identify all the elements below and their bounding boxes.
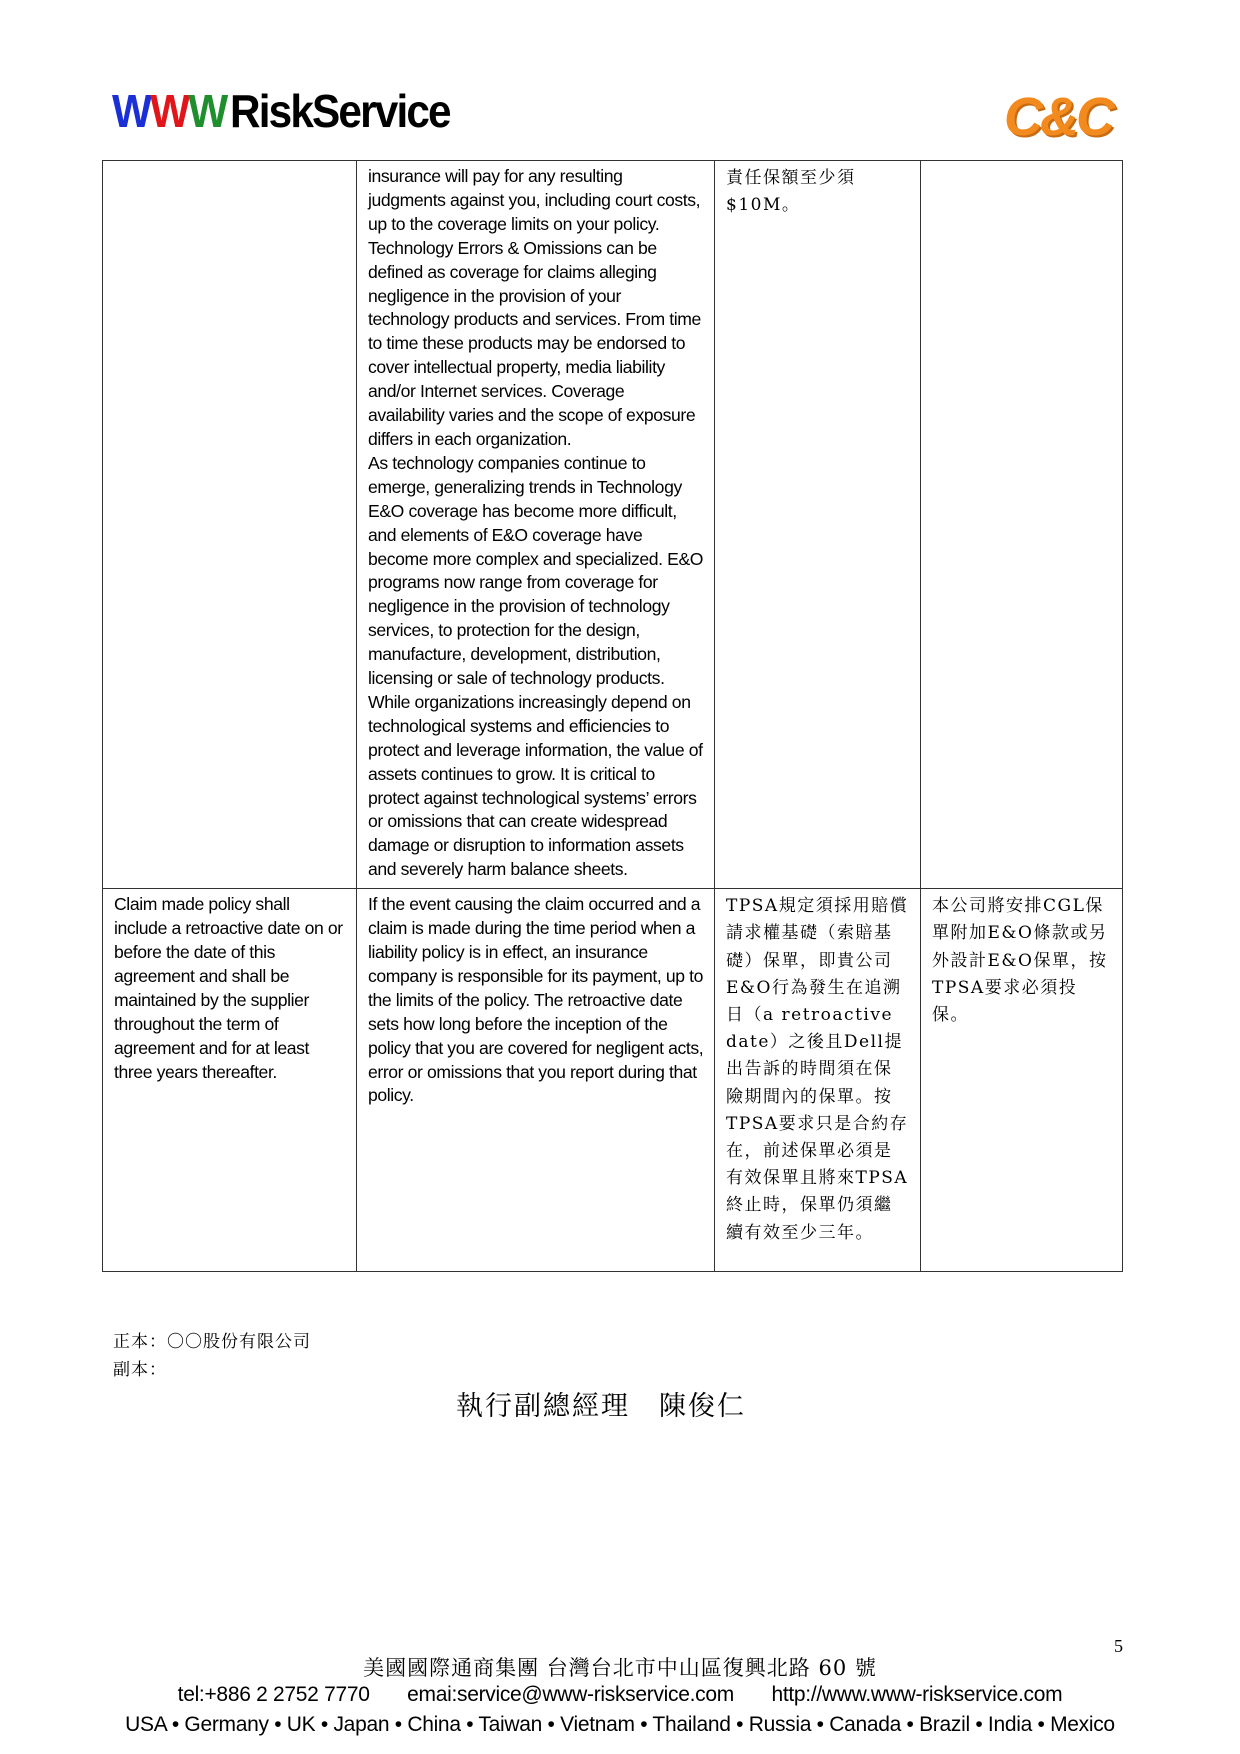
footer-contact	[0, 1683, 1240, 1707]
cc-list	[113, 1328, 311, 1384]
footer-address: 美國國際通商集團 台灣台北市中山區復興北路 60 號	[363, 1656, 877, 1680]
cc-original: 正本：〇〇股份有限公司	[113, 1332, 311, 1352]
table-cell-explanation	[357, 889, 715, 1272]
table-row	[103, 889, 1123, 1272]
cc-copy: 副本：	[113, 1360, 167, 1380]
table-cell-response	[921, 889, 1123, 1272]
logo-text: RiskService	[230, 85, 450, 137]
footer-countries: USA • Germany • UK • Japan • China • Taiwan • Vietnam • Thailand • Russia • Canada • Brazil • India • Mexico	[125, 1713, 1115, 1736]
logo-letter-w1: W	[112, 85, 151, 137]
cell-text: 本公司將安排CGL保單附加E&O條款或另外設計E&O保單，按TPSA要求必須投保。	[932, 896, 1108, 1025]
table-cell-response	[921, 161, 1123, 889]
page-number: 5	[1114, 1636, 1123, 1656]
table-cell-requirement	[103, 889, 357, 1272]
logo-letter-w3: W	[188, 85, 227, 137]
footer-email[interactable]: emai:service@www-riskservice.com	[407, 1683, 734, 1706]
logo-letter-w2: W	[150, 85, 189, 137]
table-cell-requirement	[103, 161, 357, 889]
riskservice-logo	[112, 85, 450, 137]
table-cell-analysis	[715, 161, 921, 889]
requirements-table	[102, 160, 1123, 1272]
cell-text: TPSA規定須採用賠償請求權基礎（索賠基礎）保單，即貴公司E&O行為發生在追溯日（a retroactive date）之後且Dell提出告訴的時間須在保險期間內的保單。按TPSA要求只是合約存在，前述保單必須是有效保單且將來TPSA終止時，保單仍須繼續有效至少三年。	[726, 896, 909, 1243]
signature: 執行副總經理 陳俊仁	[456, 1391, 746, 1422]
footer-website[interactable]: http://www.www-riskservice.com	[771, 1683, 1063, 1706]
cell-text: Claim made policy shall include a retroactive date on or before the date of this agreement and shall be maintained by the supplier throughout the term of agreement and for at least three years thereafter.	[114, 894, 343, 1082]
cell-text: 責任保額至少須 $10M。	[726, 168, 856, 216]
cc-logo: C&C	[1004, 87, 1112, 147]
cell-text: If the event causing the claim occurred and a claim is made during the time period when a liability policy is in effect, an insurance company is responsible for its payment, up to the limits of the policy. The retroactive date sets how long before the inception of the policy that you are covered for negligent acts, error or omissions that you report during that policy.	[368, 894, 704, 1106]
footer-tel: tel:+886 2 2752 7770	[177, 1683, 370, 1706]
table-cell-analysis	[715, 889, 921, 1272]
table-cell-explanation	[357, 161, 715, 889]
cell-text: insurance will pay for any resulting judgments against you, including court costs, up to the coverage limits on your policy. Technology Errors & Omissions can be defined as coverage for claims alleging negligence in the provision of your technology products and services. From time to time these products may be endorsed to cover intellectual property, media liability and/or Internet services. Coverage availability varies and the scope of exposure differs in each organization. As technology companies continue to emerge, generalizing trends in Technology E&O coverage has become more difficult, and elements of E&O coverage have become more complex and specialized. E&O programs now range from coverage for negligence in the provision of technology services, to protection for the design, manufacture, development, distribution, licensing or sale of technology products. While organizations increasingly depend on technological systems and efficiencies to protect and leverage information, the value of assets continues to grow. It is critical to protect against technological systems’ errors or omissions that can create widespread damage or disruption to information assets and severely harm balance sheets.	[368, 166, 704, 880]
table-row	[103, 161, 1123, 889]
